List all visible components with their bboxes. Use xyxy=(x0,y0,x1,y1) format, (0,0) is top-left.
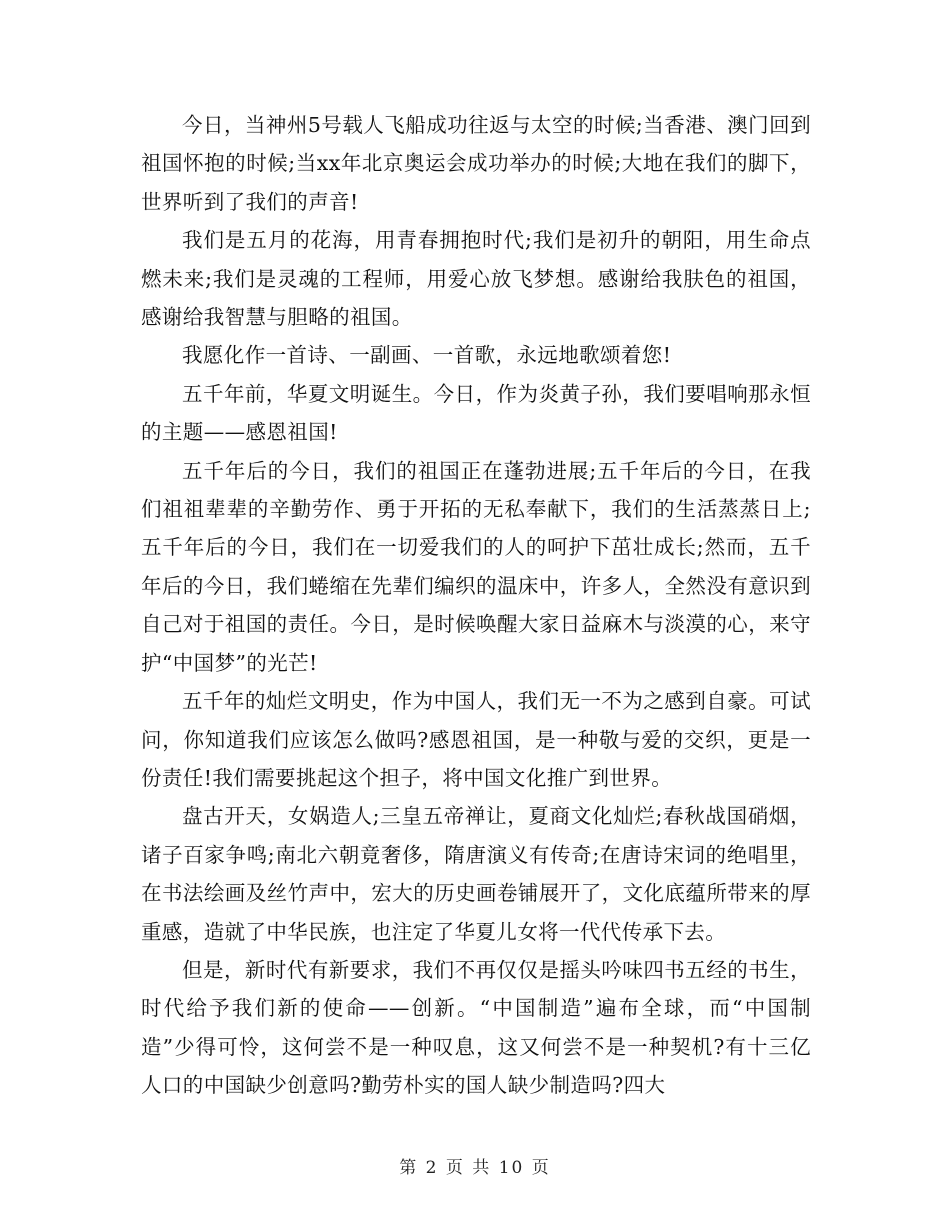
paragraph-4: 五千年前，华夏文明诞生。今日，作为炎黄子孙，我们要唱响那永恒的主题——感恩祖国! xyxy=(141,381,811,445)
document-body xyxy=(141,106,811,1105)
paragraph-1: 今日，当神州5号载人飞船成功往返与太空的时候;当香港、澳门回到祖国怀抱的时候;当xx年北京奥运会成功举办的时候;大地在我们的脚下，世界听到了我们的声音! xyxy=(141,113,811,214)
page-footer xyxy=(0,1153,950,1178)
paragraph-2: 我们是五月的花海，用青春拥抱时代;我们是初升的朝阳，用生命点燃未来;我们是灵魂的工程师，用爱心放飞梦想。感谢给我肤色的祖国，感谢给我智慧与胆略的祖国。 xyxy=(141,228,811,330)
paragraph-8: 但是，新时代有新要求，我们不再仅仅是摇头吟味四书五经的书生，时代给予我们新的使命——创新。“中国制造”遍布全球，而“中国制造”少得可怜，这何尝不是一种叹息，这又何尝不是一种契机?有十三亿人口的中国缺少创意吗?勤劳朴实的国人缺少制造吗?四大 xyxy=(141,957,811,1098)
paragraph-6: 五千年的灿烂文明史，作为中国人，我们无一不为之感到自豪。可试问，你知道我们应该怎么做吗?感恩祖国，是一种敬与爱的交织，更是一份责任!我们需要挑起这个担子，将中国文化推广到世界。 xyxy=(141,689,811,790)
paragraph-5: 五千年后的今日，我们的祖国正在蓬勃进展;五千年后的今日，在我们祖祖辈辈的辛勤劳作、勇于开拓的无私奉献下，我们的生活蒸蒸日上;五千年后的今日，我们在一切爱我们的人的呵护下茁壮成长;然而，五千年后的今日，我们蜷缩在先辈们编织的温床中，许多人，全然没有意识到自己对于祖国的责任。今日，是时候唤醒大家日益麻木与淡漠的心，来守护“中国梦”的光芒! xyxy=(141,458,811,675)
paragraph-3: 我愿化作一首诗、一副画、一首歌，永远地歌颂着您! xyxy=(182,343,672,368)
paragraph-7: 盘古开天，女娲造人;三皇五帝禅让，夏商文化灿烂;春秋战国硝烟，诸子百家争鸣;南北六朝竟奢侈，隋唐演义有传奇;在唐诗宋词的绝唱里，在书法绘画及丝竹声中，宏大的历史画卷铺展开了，文化底蕴所带来的厚重感，造就了中华民族，也注定了华夏儿女将一代代传承下去。 xyxy=(141,804,811,944)
page-number-label: 第 2 页 共 10 页 xyxy=(399,1158,551,1178)
